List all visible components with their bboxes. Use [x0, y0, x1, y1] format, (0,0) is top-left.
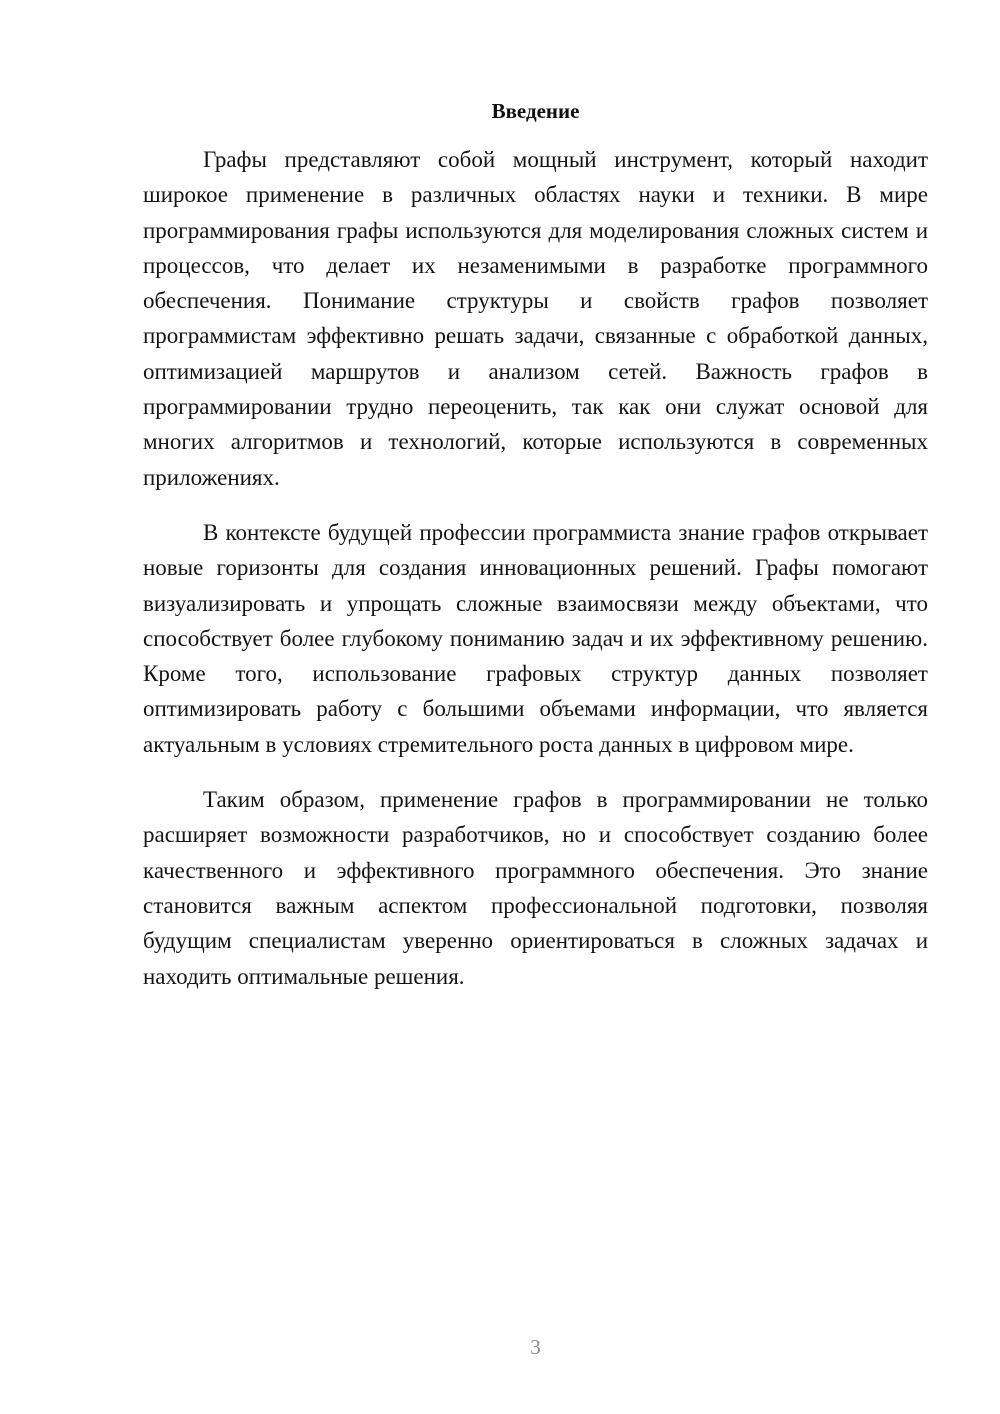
page-number: 3 — [530, 1335, 541, 1359]
document-body — [143, 142, 928, 1014]
paragraph-3: Таким образом, применение графов в программировании не только расширяет возможности разработчиков, но и способствует созданию более качественного и эффективного программного обеспечения. Это знание становится важным аспектом профессиональной подготовки, позволяя будущим специалистам уверенно ориентироваться в сложных задачах и находить оптимальные решения. — [143, 787, 928, 989]
paragraph-2: В контексте будущей профессии программиста знание графов открывает новые горизонты для создания инновационных решений. Графы помогают визуализировать и упрощать сложные взаимосвязи между объектами, что способствует более глубокому пониманию задач и их эффективному решению. Кроме того, использование графовых структур данных позволяет оптимизировать работу с большими объемами информации, что является актуальным в условиях стремительного роста данных в цифровом мире. — [143, 519, 928, 757]
paragraph-1: Графы представляют собой мощный инструмент, который находит широкое применение в различных областях науки и техники. В мире программирования графы используются для моделирования сложных систем и процессов, что делает их незаменимыми в разработке программного обеспечения. Понимание структуры и свойств графов позволяет программистам эффективно решать задачи, связанные с обработкой данных, оптимизацией маршрутов и анализом сетей. Важность графов в программировании трудно переоценить, так как они служат основой для многих алгоритмов и технологий, которые используются в современных приложениях. — [143, 147, 928, 490]
page-title: Введение — [491, 99, 580, 123]
